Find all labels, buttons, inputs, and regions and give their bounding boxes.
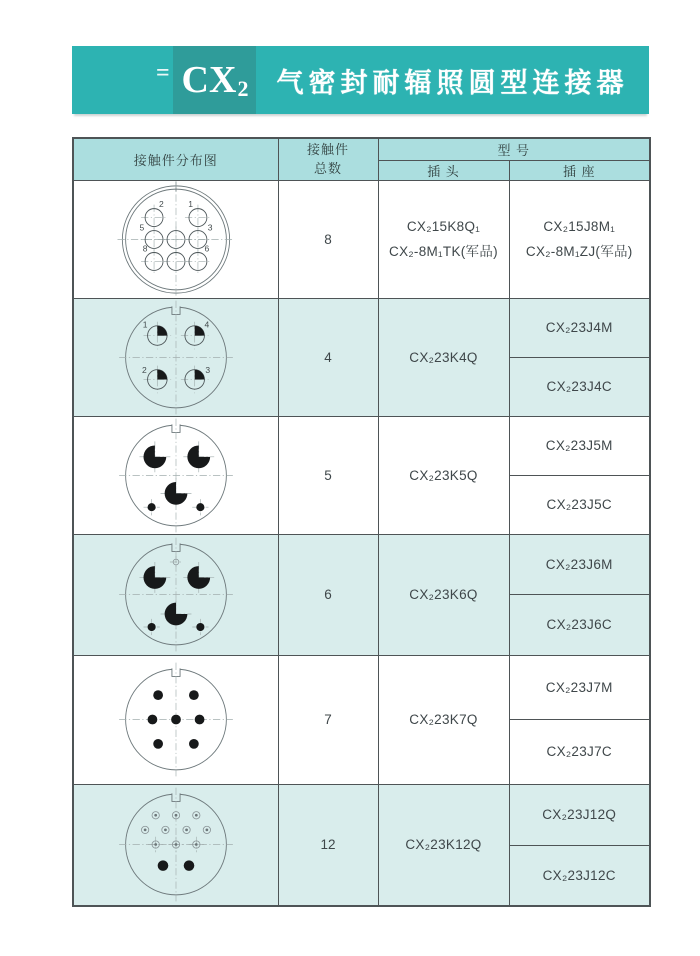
socket-model-cell <box>509 845 650 906</box>
socket-model-line: CX₂23J7C <box>546 744 612 759</box>
plug-model-cell <box>378 298 509 416</box>
socket-model-cell <box>509 784 650 845</box>
socket-model-line: CX₂23J5M <box>545 438 613 453</box>
svg-text:3: 3 <box>205 364 210 375</box>
socket-model-cell <box>509 475 650 534</box>
svg-text:3: 3 <box>207 222 213 233</box>
equals-mark: = <box>156 60 170 86</box>
plug-model-line: CX₂15K8Q₁ <box>406 219 481 234</box>
svg-text:8: 8 <box>142 243 148 254</box>
socket-model-cell <box>509 416 650 475</box>
plug-model-cell <box>378 655 509 784</box>
socket-model-line: CX₂23J4M <box>545 320 613 335</box>
pin-diagram-cell <box>73 534 278 655</box>
series-code: CX <box>181 59 237 101</box>
contact-count: 4 <box>278 298 378 416</box>
series-code-subscript: 2 <box>237 76 249 101</box>
pin-diagram-7 <box>114 661 238 778</box>
svg-text:2: 2 <box>141 364 147 375</box>
socket-model-line: CX₂15J8M₁ <box>543 219 616 234</box>
socket-model-line: CX₂23J7M <box>545 679 613 695</box>
plug-model-line: CX₂23K5Q <box>409 467 478 483</box>
pin-diagram-cell <box>73 180 278 298</box>
svg-text:1: 1 <box>142 318 148 329</box>
header-model: 型 号 <box>378 138 650 160</box>
header-plug: 插 头 <box>378 160 509 180</box>
contact-count: 6 <box>278 534 378 655</box>
svg-text:5: 5 <box>139 222 144 233</box>
svg-text:6: 6 <box>204 243 209 254</box>
header-contact-count <box>278 138 378 180</box>
header-contact-count-line2: 总数 <box>313 161 342 177</box>
plug-model-line: CX₂23K4Q <box>409 349 478 365</box>
pin-diagram-cell <box>73 784 278 906</box>
socket-model-line: CX₂23J12C <box>542 867 616 883</box>
socket-model-cell <box>509 357 650 416</box>
socket-model-line: CX₂23J6M <box>545 556 613 572</box>
contact-count: 5 <box>278 416 378 534</box>
header-socket: 插 座 <box>509 160 650 180</box>
socket-model-line: CX₂23J6C <box>546 617 612 632</box>
socket-model-cell <box>509 594 650 655</box>
plug-model-line: CX₂23K7Q <box>409 712 478 727</box>
socket-model-cell <box>509 719 650 784</box>
plug-model-line: CX₂23K12Q <box>405 837 482 853</box>
pin-diagram-6 <box>114 536 238 653</box>
plug-model-cell <box>378 416 509 534</box>
pin-diagram-4 <box>114 299 238 416</box>
pin-diagram-12 <box>114 786 238 903</box>
svg-text:1: 1 <box>188 198 193 209</box>
svg-text:4: 4 <box>204 318 209 329</box>
socket-model-line: CX₂-8M₁ZJ(军品) <box>525 244 633 259</box>
series-code-box <box>173 46 256 114</box>
pin-diagram-8 <box>114 181 238 298</box>
socket-model-line: CX₂23J12Q <box>542 807 617 822</box>
plug-model-cell <box>378 784 509 906</box>
header-diagram: 接触件分布图 <box>73 138 278 180</box>
contact-count: 7 <box>278 655 378 784</box>
socket-model-line: CX₂23J4C <box>546 379 612 394</box>
pin-diagram-5 <box>114 417 238 534</box>
pin-diagram-cell <box>73 655 278 784</box>
plug-model-cell <box>378 180 509 298</box>
contact-count: 12 <box>278 784 378 906</box>
socket-model-line: CX₂23J5C <box>546 497 612 512</box>
title-band <box>72 46 649 114</box>
header-contact-count-line1: 接触件 <box>306 142 349 158</box>
connector-spec-table <box>72 137 651 907</box>
pin-diagram-cell <box>73 416 278 534</box>
socket-model-cell <box>509 298 650 357</box>
plug-model-line: CX₂23K6Q <box>409 587 478 602</box>
socket-model-cell <box>509 534 650 594</box>
page-title: 气密封耐辐照圆型连接器 <box>276 67 629 98</box>
pin-diagram-cell <box>73 298 278 416</box>
svg-text:2: 2 <box>158 198 164 209</box>
contact-count: 8 <box>278 180 378 298</box>
socket-model-cell <box>509 655 650 719</box>
socket-model-cell <box>509 180 650 298</box>
plug-model-line: CX₂-8M₁TK(军品) <box>389 244 498 259</box>
plug-model-cell <box>378 534 509 655</box>
